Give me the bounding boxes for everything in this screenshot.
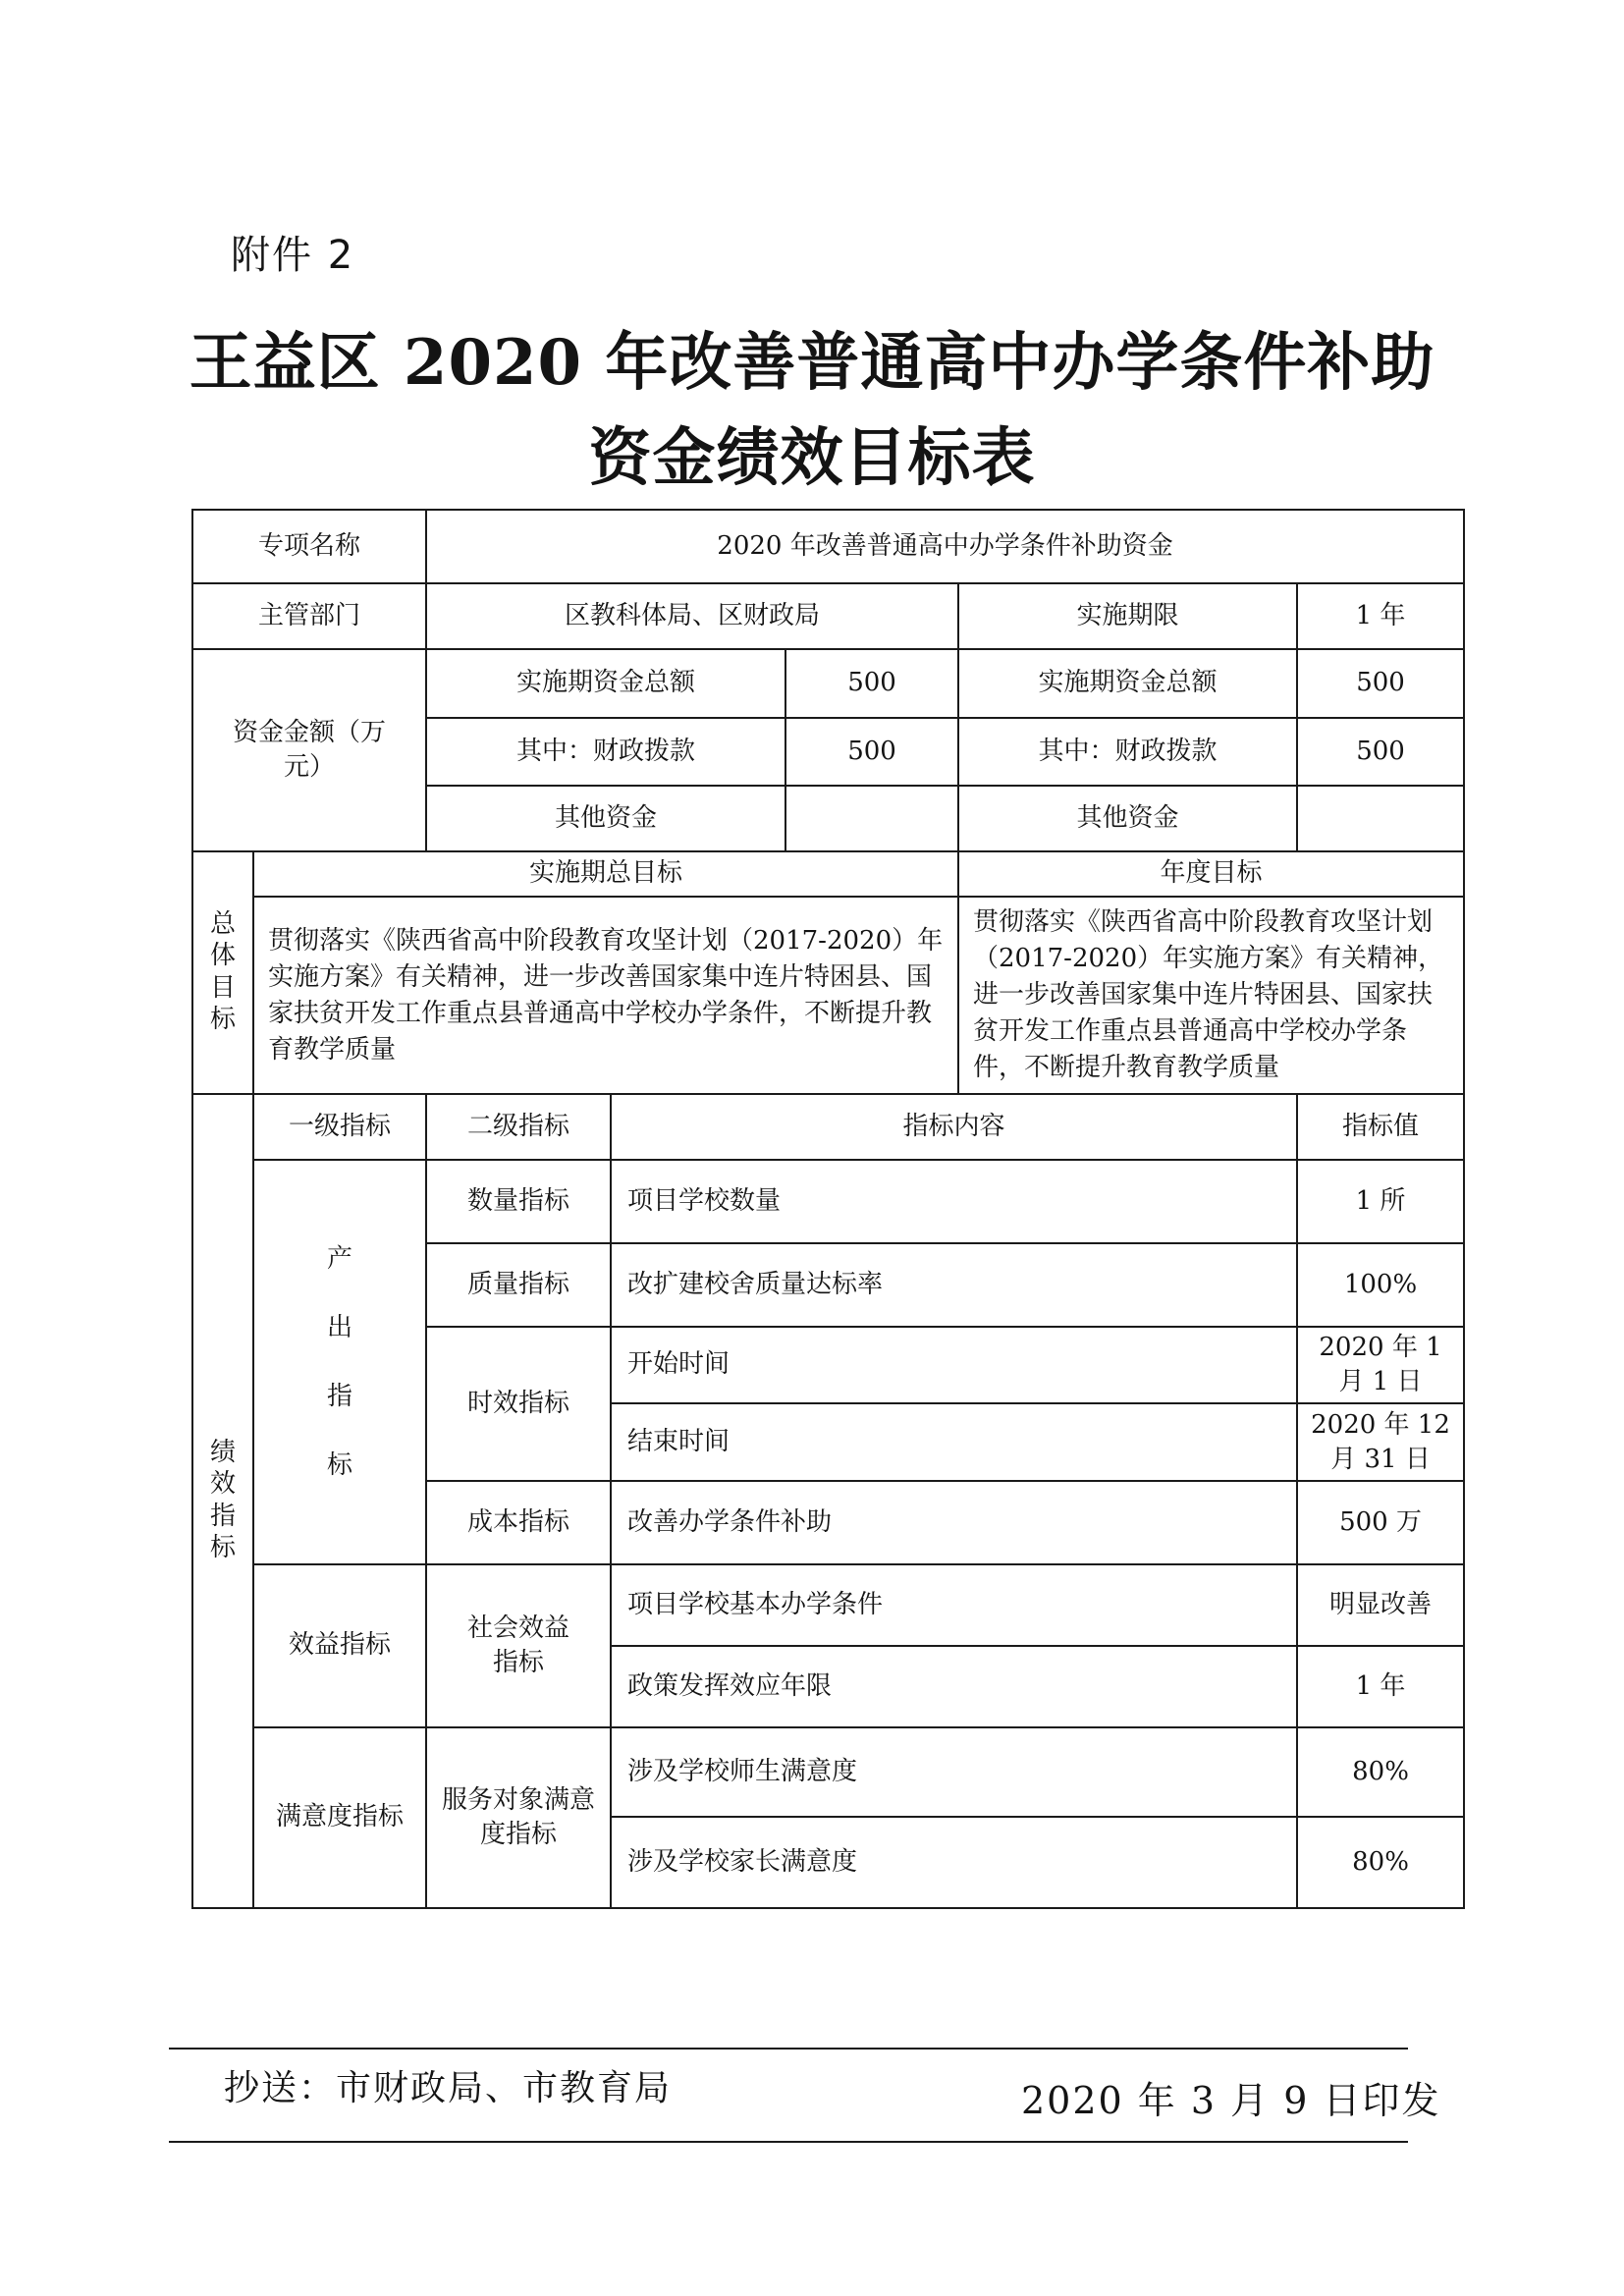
header-content: 指标内容 xyxy=(611,1094,1297,1160)
project-name-label: 专项名称 xyxy=(192,510,426,583)
overall-goal-text-row xyxy=(192,897,1464,1094)
satisfaction-row2-value: 80% xyxy=(1297,1817,1464,1908)
footer-cc: 抄送：市财政局、市教育局 xyxy=(224,2068,673,2108)
annual-goal-text: 贯彻落实《陕西省高中阶段教育攻坚计划（2017-2020）年实施方案》有关精神，进一步改善国家集中连片特困县、国家扶贫开发工作重点县普通高中学校办学条件，不断提升教育教学质量 xyxy=(958,897,1464,1094)
benefit-row2-value: 1 年 xyxy=(1297,1646,1464,1727)
period-goal-label: 实施期总目标 xyxy=(253,851,958,898)
annual-fiscal-value: 500 xyxy=(1297,718,1464,786)
funds-other-value xyxy=(785,786,958,851)
quality-label: 质量指标 xyxy=(426,1243,611,1327)
service-satisfaction-label xyxy=(426,1727,611,1908)
annual-goal-label: 年度目标 xyxy=(958,851,1464,898)
social-benefit-label xyxy=(426,1564,611,1727)
annual-other-label: 其他资金 xyxy=(958,786,1297,851)
footer-bottom-rule xyxy=(169,2141,1408,2143)
header-level2: 二级指标 xyxy=(426,1094,611,1160)
end-content: 结束时间 xyxy=(611,1403,1297,1481)
funds-label xyxy=(192,649,426,851)
indicator-header-row xyxy=(192,1094,1464,1160)
quality-value: 100% xyxy=(1297,1243,1464,1327)
dept-row xyxy=(192,583,1464,649)
satisfaction-row1-content: 涉及学校师生满意度 xyxy=(611,1727,1297,1817)
quantity-content: 项目学校数量 xyxy=(611,1160,1297,1243)
funds-row-total xyxy=(192,649,1464,719)
dept-value: 区教科体局、区财政局 xyxy=(426,583,958,649)
cost-value: 500 万 xyxy=(1297,1481,1464,1564)
performance-target-table xyxy=(191,509,1465,1909)
document-title-line1: 王益区 2020 年改善普通高中办学条件补助 xyxy=(189,326,1435,400)
start-value: 2020 年 1 月 1 日 xyxy=(1297,1327,1464,1404)
funds-label-text: 资金金额（万元） xyxy=(232,717,386,782)
attachment-label: 附件 2 xyxy=(231,233,355,278)
project-name-value: 2020 年改善普通高中办学条件补助资金 xyxy=(426,510,1464,583)
funds-total-value: 500 xyxy=(785,649,958,719)
project-name-row xyxy=(192,510,1464,583)
quantity-value: 1 所 xyxy=(1297,1160,1464,1243)
annual-other-value xyxy=(1297,786,1464,851)
perf-label-text: 绩效指标 xyxy=(209,1437,236,1563)
overall-goal-label-text: 总体目标 xyxy=(209,908,236,1035)
cost-label: 成本指标 xyxy=(426,1481,611,1564)
time-label: 时效指标 xyxy=(426,1327,611,1482)
footer-top-rule xyxy=(169,2048,1408,2050)
period-label: 实施期限 xyxy=(958,583,1297,649)
satisfaction-row-1 xyxy=(192,1727,1464,1817)
funds-total-label: 实施期资金总额 xyxy=(426,649,785,719)
annual-total-value: 500 xyxy=(1297,649,1464,719)
output-quantity-row xyxy=(192,1160,1464,1243)
benefit-label: 效益指标 xyxy=(253,1564,426,1727)
period-value: 1 年 xyxy=(1297,583,1464,649)
period-goal-text: 贯彻落实《陕西省高中阶段教育攻坚计划（2017-2020）年实施方案》有关精神，进一步改善国家集中连片特困县、国家扶贫开发工作重点县普通高中学校办学条件，不断提升教育教学质量 xyxy=(253,897,958,1094)
quantity-label: 数量指标 xyxy=(426,1160,611,1243)
output-label-text: 产出指标 xyxy=(326,1243,352,1481)
output-label xyxy=(253,1160,426,1564)
perf-label xyxy=(192,1094,253,1908)
overall-goal-label xyxy=(192,851,253,1094)
funds-fiscal-value: 500 xyxy=(785,718,958,786)
satisfaction-row2-content: 涉及学校家长满意度 xyxy=(611,1817,1297,1908)
annual-fiscal-label: 其中：财政拨款 xyxy=(958,718,1297,786)
funds-other-label: 其他资金 xyxy=(426,786,785,851)
quality-content: 改扩建校舍质量达标率 xyxy=(611,1243,1297,1327)
satisfaction-label: 满意度指标 xyxy=(253,1727,426,1908)
footer-issue-date: 2020 年 3 月 9 日印发 xyxy=(1021,2079,1441,2122)
header-level1: 一级指标 xyxy=(253,1094,426,1160)
overall-goal-header-row xyxy=(192,851,1464,898)
benefit-row1-value: 明显改善 xyxy=(1297,1564,1464,1646)
funds-fiscal-label: 其中：财政拨款 xyxy=(426,718,785,786)
header-value: 指标值 xyxy=(1297,1094,1464,1160)
dept-label: 主管部门 xyxy=(192,583,426,649)
benefit-row1-content: 项目学校基本办学条件 xyxy=(611,1564,1297,1646)
end-value: 2020 年 12 月 31 日 xyxy=(1297,1403,1464,1481)
social-benefit-label-text: 社会效益指标 xyxy=(467,1613,570,1678)
satisfaction-row1-value: 80% xyxy=(1297,1727,1464,1817)
document-title-line2: 资金绩效目标表 xyxy=(588,421,1036,495)
benefit-row2-content: 政策发挥效应年限 xyxy=(611,1646,1297,1727)
annual-total-label: 实施期资金总额 xyxy=(958,649,1297,719)
cost-content: 改善办学条件补助 xyxy=(611,1481,1297,1564)
benefit-row-1 xyxy=(192,1564,1464,1646)
start-content: 开始时间 xyxy=(611,1327,1297,1404)
service-satisfaction-label-text: 服务对象满意度指标 xyxy=(442,1784,596,1849)
